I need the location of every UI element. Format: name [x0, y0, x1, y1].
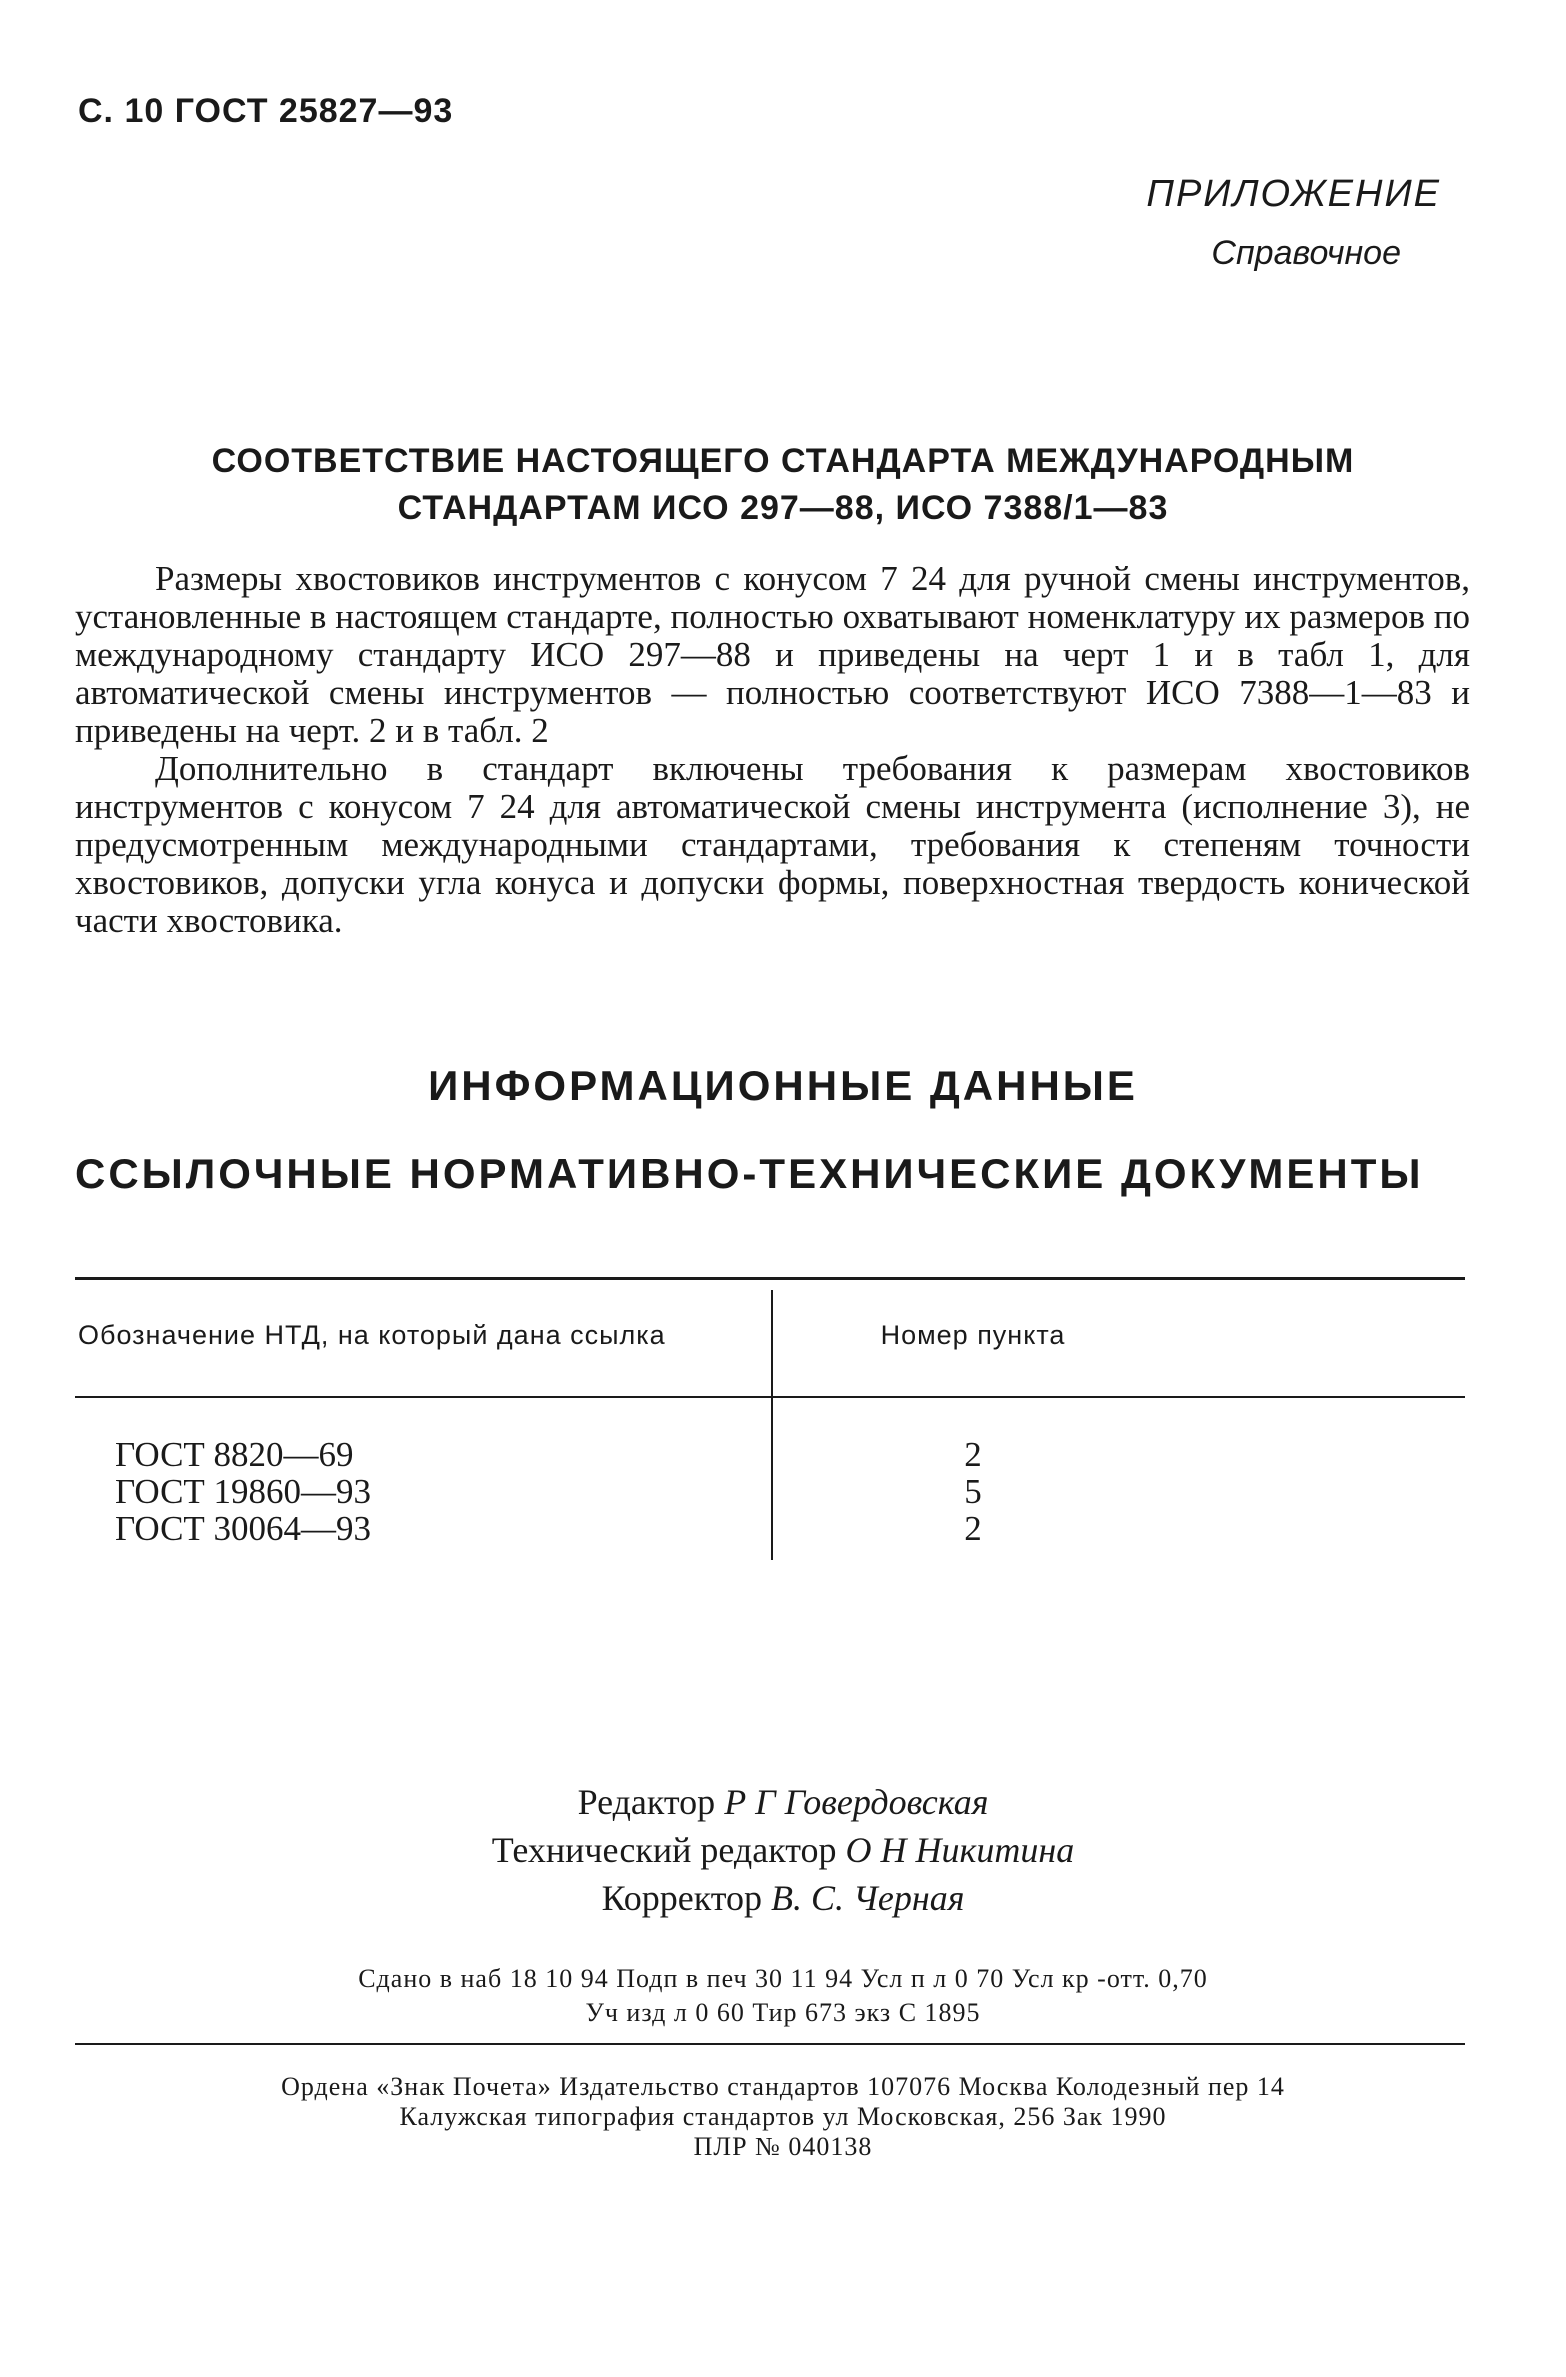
table-header-rule	[75, 1396, 1465, 1398]
publisher-line1: Ордена «Знак Почета» Издательство стандартов 107076 Москва Колодезный пер 14	[281, 2072, 1285, 2101]
running-head: С. 10 ГОСТ 25827—93	[78, 92, 454, 130]
references-title: ССЫЛОЧНЫЕ НОРМАТИВНО-ТЕХНИЧЕСКИЕ ДОКУМЕНТЫ	[75, 1150, 1424, 1197]
table-cell-document: ГОСТ 30064—93	[115, 1509, 372, 1548]
editor-role: Редактор	[577, 1782, 716, 1822]
compliance-title	[100, 438, 1466, 532]
credits	[0, 1778, 1566, 1922]
imprint-line2: Уч изд л 0 60 Тир 673 экз С 1895	[585, 1998, 981, 2027]
table-top-rule	[75, 1277, 1465, 1280]
column-header-document: Обозначение НТД, на который дана ссылка	[78, 1320, 666, 1350]
table-row	[115, 1511, 1215, 1547]
compliance-paragraph-1: Размеры хвостовиков инструментов с конусом 7 24 для ручной смены инструментов, установленные в настоящем стандарте, полностью охватывают номенклатуру их размеров по международному стандарту ИСО 297—88 и приведены на черт 1 и в табл 1, для автоматической смены инструментов — полностью соответствуют ИСО 7388—1—83 и приведены на черт. 2 и в табл. 2	[75, 559, 1470, 750]
editor-line	[0, 1778, 1566, 1826]
compliance-text	[75, 560, 1470, 940]
compliance-title-line1: СООТВЕТСТВИЕ НАСТОЯЩЕГО СТАНДАРТА МЕЖДУНАРОДНЫМ	[211, 442, 1355, 480]
table-cell-item: 2	[964, 1509, 982, 1548]
table-cell-document: ГОСТ 8820—69	[115, 1435, 354, 1474]
publisher-line3: ПЛР № 040138	[693, 2132, 873, 2161]
column-header-item: Номер пункта	[880, 1320, 1066, 1350]
tech-editor-role: Технический редактор	[491, 1830, 837, 1870]
table-cell-item: 5	[964, 1472, 982, 1511]
compliance-title-line2: СТАНДАРТАМ ИСО 297—88, ИСО 7388/1—83	[397, 489, 1169, 527]
compliance-paragraph-2: Дополнительно в стандарт включены требования к размерам хвостовиков инструментов с конусом 7 24 для автоматической смены инструмента (исполнение 3), не предусмотренным международными стандартами, требования к степеням точности хвостовиков, допуски угла конуса и допуски формы, поверхностная твердость конической части хвостовика.	[75, 749, 1470, 940]
imprint-line1: Сдано в наб 18 10 94 Подп в печ 30 11 94 Усл п л 0 70 Усл кр -отт. 0,70	[358, 1964, 1208, 1993]
imprint	[0, 1962, 1566, 2030]
appendix-title: ПРИЛОЖЕНИЕ	[1146, 173, 1441, 215]
table-row	[115, 1474, 1215, 1510]
appendix-label	[1146, 173, 1441, 273]
proofreader-line	[0, 1874, 1566, 1922]
proofreader-role: Корректор	[601, 1878, 763, 1918]
publisher-line2: Калужская типография стандартов ул Московская, 256 Зак 1990	[399, 2102, 1167, 2131]
table-row	[115, 1437, 1215, 1473]
editor-name: Р Г Говердовская	[724, 1782, 989, 1822]
publisher-info	[0, 2072, 1566, 2162]
tech-editor-line	[0, 1826, 1566, 1874]
info-title: ИНФОРМАЦИОННЫЕ ДАННЫЕ	[428, 1062, 1138, 1109]
imprint-rule	[75, 2043, 1465, 2045]
table-cell-item: 2	[964, 1435, 982, 1474]
tech-editor-name: О Н Никитина	[845, 1830, 1075, 1870]
proofreader-name: В. С. Черная	[771, 1878, 965, 1918]
table-cell-document: ГОСТ 19860—93	[115, 1472, 372, 1511]
appendix-subtitle: Справочное	[1211, 234, 1401, 272]
